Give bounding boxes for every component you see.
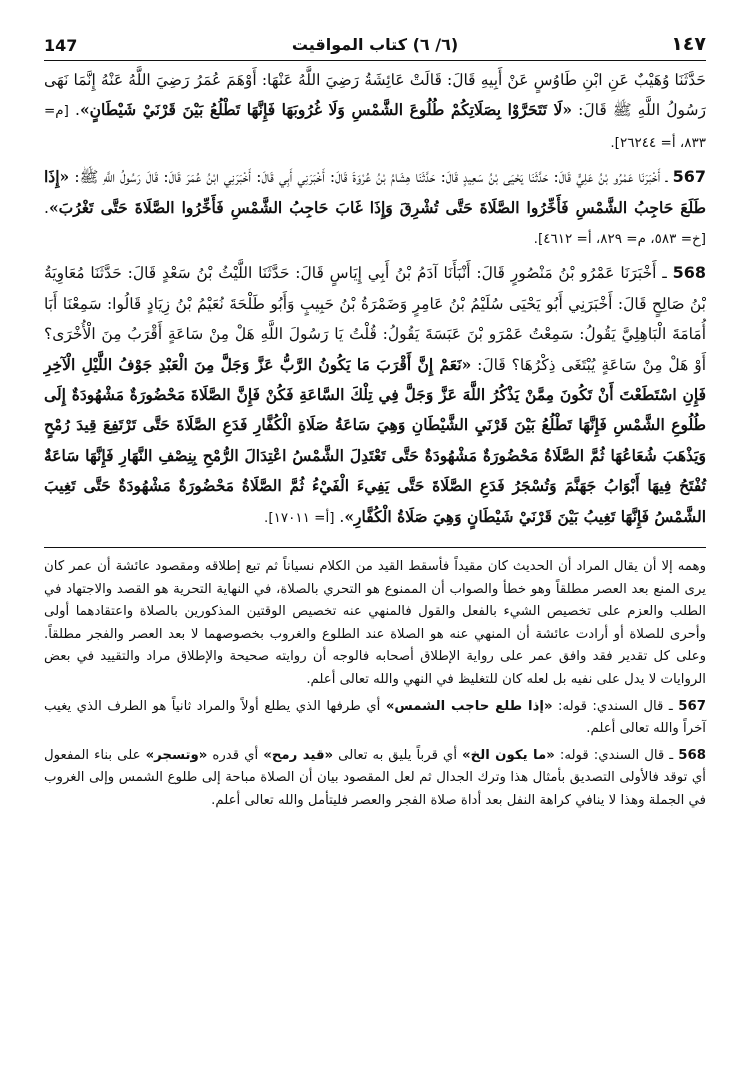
quoted-phrase: «وتسجر» <box>145 747 208 763</box>
isnad-text: ـ أَخْبَرَنَا عَمْرُو بْنُ عَلِيٍّ قَالَ: حَدَّثَنَا يَحْيَى بْنُ سَعِيدٍ قَالَ: حَدَّثَنَا هِشَامُ بْنُ عُرْوَةَ قَالَ: أَخْبَرَنِي أَبِي قَالَ: أَخْبَرَنِي ابْنُ عُمَرَ قَالَ: قَالَ رَسُولُ اللَّهِ ﷺ: <box>69 168 673 187</box>
hadith-568: 568 ـ أَخْبَرَنَا عَمْرُو بْنُ مَنْصُورٍ قَالَ: أَنْبَأَنَا آدَمُ بْنُ أَبِي إِيَاسٍ قَالَ: حَدَّثَنَا اللَّيْثُ بْنُ سَعْدٍ قَالَ: حَدَّثَنَا مُعَاوِيَةُ بْنُ صَالِحٍ قَالَ: أَخْبَرَنِي أَبُو يَحْيَى سُلَيْمُ بْنُ عَامِرٍ وَضَمْرَةُ بْنُ حَبِيبٍ وَأَبُو طَلْحَةَ نُعَيْمُ بْنُ زِيَادٍ قَالُوا: سَمِعْنَا أَبَا أُمَامَةَ الْبَاهِلِيَّ يَقُولُ: سَمِعْتُ عَمْرَو بْنَ عَبَسَةَ يَقُولُ: قُلْتُ يَا رَسُولَ اللَّهِ هَلْ مِنْ سَاعَةٍ أَقْرَبُ مِنَ الْأُخْرَى؟ أَوْ هَلْ مِنْ سَاعَةٍ يُبْتَغَى ذِكْرُهَا؟ قَالَ: «نَعَمْ إِنَّ أَقْرَبَ مَا يَكُونُ الرَّبُّ عَزَّ وَجَلَّ مِنَ الْعَبْدِ جَوْفُ اللَّيْلِ الْآخِرِ فَإِنِ اسْتَطَعْتَ أَنْ تَكُونَ مِمَّنْ يَذْكُرُ اللَّهَ عَزَّ وَجَلَّ فِي تِلْكَ السَّاعَةِ فَكُنْ فَإِنَّ الصَّلَاةَ مَحْضُورَةٌ مَشْهُودَةٌ إِلَى طُلُوعِ الشَّمْسِ فَإِنَّهَا تَطْلُعُ بَيْنَ قَرْنَيِ الشَّيْطَانِ وَهِيَ سَاعَةُ صَلَاةِ الْكُفَّارِ فَدَعِ الصَّلَاةَ حَتَّى تَرْتَفِعَ قِيدَ رُمْحٍ وَيَذْهَبَ شُعَاعُهَا ثُمَّ الصَّلَاةُ مَحْضُورَةٌ مَشْهُودَةٌ حَتَّى تَعْتَدِلَ الشَّمْسُ اعْتِدَالَ الرُّمْحِ بِنِصْفِ النَّهَارِ فَإِنَّهَا سَاعَةٌ تُفْتَحُ فِيهَا أَبْوَابُ جَهَنَّمَ وَتُسْجَرُ فَدَعِ الصَّلَاةَ حَتَّى يَفِيءَ الْفَيْءُ ثُمَّ الصَّلَاةُ مَحْضُورَةٌ مَشْهُودَةٌ حَتَّى تَغِيبَ الشَّمْسُ فَإِنَّهَا تَغِيبُ بَيْنَ قَرْنَيْ شَيْطَانٍ وَهِيَ صَلَاةُ الْكُفَّارِ». [أ= ١٧٠١١]. <box>44 263 706 526</box>
hadith-567: 567 ـ أَخْبَرَنَا عَمْرُو بْنُ عَلِيٍّ قَالَ: حَدَّثَنَا يَحْيَى بْنُ سَعِيدٍ قَالَ: حَدَّثَنَا هِشَامُ بْنُ عُرْوَةَ قَالَ: أَخْبَرَنِي أَبِي قَالَ: أَخْبَرَنِي ابْنُ عُمَرَ قَالَ: قَالَ رَسُولُ اللَّهِ ﷺ: «إِذَا طَلَعَ حَاجِبُ الشَّمْسِ فَأَخِّرُوا الصَّلَاةَ حَتَّى تُشْرِقَ وَإِذَا غَابَ حَاجِبُ الشَّمْسِ فَأَخِّرُوا الصَّلَاةَ حَتَّى تَغْرُبَ». [خ= ٥٨٣، م= ٨٢٩، أ= ٤٦١٢]. <box>44 167 706 248</box>
footnote-divider <box>44 547 706 548</box>
main-text <box>44 65 706 533</box>
quoted-phrase: «ما يكون الخ» <box>462 747 555 763</box>
hadith-number: 567 <box>672 167 706 187</box>
page-number-arabic: ١٤٧ <box>671 33 706 55</box>
isnad-text: حَدَّثَنَا وُهَيْبٌ عَنِ ابْنِ طَاوُسٍ عَنْ أَبِيهِ قَالَ: قَالَتْ عَائِشَةُ رَضِيَ اللَّهُ عَنْهَا: أَوْهَمَ عُمَرُ رَضِيَ اللَّهُ عَنْهُ إِنَّمَا نَهَى رَسُولُ اللَّهِ ﷺ قَالَ: <box>44 71 706 120</box>
note-continuation: وهمه إلا أن يقال المراد أن الحديث كان مقيداً فأسقط القيد من الكلام نسياناً ثم تبع إطلاقه ومقصود عائشة أن عمر كان يرى المنع بعد العصر مطلقاً وهو خطأ والصواب أن الممنوع هو التحري بالصلاة، في النهاية التحرية هو القصد والاجتهاد في الطلب والعزم على تخصيص الشيء بالفعل والقول فالمنهي عنه تخصيص الوقتين المذكورين بالصلاة واعتقادهما أولى وأحرى للصلاة أو أرادت عائشة أن المنهي عنه هو الصلاة عند الطلوع والغروب بخصوصهما لا بعد العصر والفجر مطلقاً. وعلى كل تقدير فقد وافق عمر على رواية الإطلاق أصحابه فالوجه أن روايته صحيحة والإطلاق مراد والتقييد في بعض الروايات لا يدل على نفيه بل لعله كان للتغليظ في النهي والله تعالى أعلم. <box>44 559 706 688</box>
reference: [أ= ١٧٠١١]. <box>264 509 335 526</box>
matn-text: «نَعَمْ إِنَّ أَقْرَبَ مَا يَكُونُ الرَّبُّ عَزَّ وَجَلَّ مِنَ الْعَبْدِ جَوْفُ اللَّيْلِ الْآخِرِ فَإِنِ اسْتَطَعْتَ أَنْ تَكُونَ مِمَّنْ يَذْكُرُ اللَّهَ عَزَّ وَجَلَّ فِي تِلْكَ السَّاعَةِ فَكُنْ فَإِنَّ الصَّلَاةَ مَحْضُورَةٌ مَشْهُودَةٌ إِلَى طُلُوعِ الشَّمْسِ فَإِنَّهَا تَطْلُعُ بَيْنَ قَرْنَيِ الشَّيْطَانِ وَهِيَ سَاعَةُ صَلَاةِ الْكُفَّارِ فَدَعِ الصَّلَاةَ حَتَّى تَرْتَفِعَ قِيدَ رُمْحٍ وَيَذْهَبَ شُعَاعُهَا ثُمَّ الصَّلَاةُ مَحْضُورَةٌ مَشْهُودَةٌ حَتَّى تَعْتَدِلَ الشَّمْسُ اعْتِدَالَ الرُّمْحِ بِنِصْفِ النَّهَارِ فَإِنَّهَا سَاعَةٌ تُفْتَحُ فِيهَا أَبْوَابُ جَهَنَّمَ وَتُسْجَرُ فَدَعِ الصَّلَاةَ حَتَّى يَفِيءَ الْفَيْءُ ثُمَّ الصَّلَاةُ مَحْضُورَةٌ مَشْهُودَةٌ حَتَّى تَغِيبَ الشَّمْسُ فَإِنَّهَا تَغِيبُ بَيْنَ قَرْنَيْ شَيْطَانٍ وَهِيَ صَلَاةُ الْكُفَّارِ» <box>44 354 706 526</box>
page-number-latin: 147 <box>44 36 78 55</box>
commentary-notes <box>44 556 706 813</box>
note-568: 568 ـ قال السندي: قوله: «ما يكون الخ» أي قرباً يليق به تعالى «قيد رمح» أي قدره «وتسجر» على بناء المفعول أي توقد فالأولى التصديق بأمثال هذا وترك الجدال ثم لعل المقصود بيان أن الصلاة مباحة إلى طلوع الشمس وإلى الغروب في الجملة وهذا لا ينافي كراهة النفل بعد أداة صلاة الفجر والعصر فليتأمل والله تعالى أعلم. <box>44 747 706 809</box>
hadith-continuation: حَدَّثَنَا وُهَيْبٌ عَنِ ابْنِ طَاوُسٍ عَنْ أَبِيهِ قَالَ: قَالَتْ عَائِشَةُ رَضِيَ اللَّهُ عَنْهَا: أَوْهَمَ عُمَرُ رَضِيَ اللَّهُ عَنْهُ إِنَّمَا نَهَى رَسُولُ اللَّهِ ﷺ قَالَ: «لَا تَتَحَرَّوْا بِصَلَاتِكُمْ طُلُوعَ الشَّمْسِ وَلَا غُرُوبَهَا فَإِنَّهَا تَطْلُعُ بَيْنَ قَرْنَيْ شَيْطَانٍ». [م= ٨٣٣، أ= ٢٦٢٤٤]. <box>44 71 706 151</box>
matn-text: «لَا تَتَحَرَّوْا بِصَلَاتِكُمْ طُلُوعَ الشَّمْسِ وَلَا غُرُوبَهَا فَإِنَّهَا تَطْلُعُ بَيْنَ قَرْنَيْ شَيْطَانٍ» <box>79 100 573 120</box>
quoted-phrase: «إذا طلع حاجب الشمس» <box>385 698 553 714</box>
reference: [م= ٨٣٣، أ= ٢٦٢٤٤]. <box>44 103 706 151</box>
note-number: 568 <box>678 747 706 763</box>
reference: [خ= ٥٨٣، م= ٨٢٩، أ= ٤٦١٢]. <box>533 231 706 248</box>
page-header <box>44 30 706 61</box>
note-number: 567 <box>678 698 706 714</box>
running-title: (٦/ ٦) كتاب المواقيت <box>291 35 459 54</box>
hadith-number: 568 <box>672 263 706 283</box>
quoted-phrase: «قيد رمح» <box>263 747 334 763</box>
note-567: 567 ـ قال السندي: قوله: «إذا طلع حاجب الشمس» أي طرفها الذي يطلع أولاً والمراد ثانياً هو الطرف الذي يغيب آخراً والله تعالى أعلم. <box>44 698 706 737</box>
page <box>44 30 706 813</box>
isnad-text: ـ أَخْبَرَنَا عَمْرُو بْنُ مَنْصُورٍ قَالَ: أَنْبَأَنَا آدَمُ بْنُ أَبِي إِيَاسٍ قَالَ: حَدَّثَنَا اللَّيْثُ بْنُ سَعْدٍ قَالَ: حَدَّثَنَا مُعَاوِيَةُ بْنُ صَالِحٍ قَالَ: أَخْبَرَنِي أَبُو يَحْيَى سُلَيْمُ بْنُ عَامِرٍ وَضَمْرَةُ بْنُ حَبِيبٍ وَأَبُو طَلْحَةَ نُعَيْمُ بْنُ زِيَادٍ قَالُوا: سَمِعْنَا أَبَا أُمَامَةَ الْبَاهِلِيَّ يَقُولُ: سَمِعْتُ عَمْرَو بْنَ عَبَسَةَ يَقُولُ: قُلْتُ يَا رَسُولَ اللَّهِ هَلْ مِنْ سَاعَةٍ أَقْرَبُ مِنَ الْأُخْرَى؟ أَوْ هَلْ مِنْ سَاعَةٍ يُبْتَغَى ذِكْرُهَا؟ قَالَ: <box>44 264 706 374</box>
matn-text: «إِذَا طَلَعَ حَاجِبُ الشَّمْسِ فَأَخِّرُوا الصَّلَاةَ حَتَّى تُشْرِقَ وَإِذَا غَابَ حَاجِبُ الشَّمْسِ فَأَخِّرُوا الصَّلَاةَ حَتَّى تَغْرُبَ» <box>44 167 706 217</box>
